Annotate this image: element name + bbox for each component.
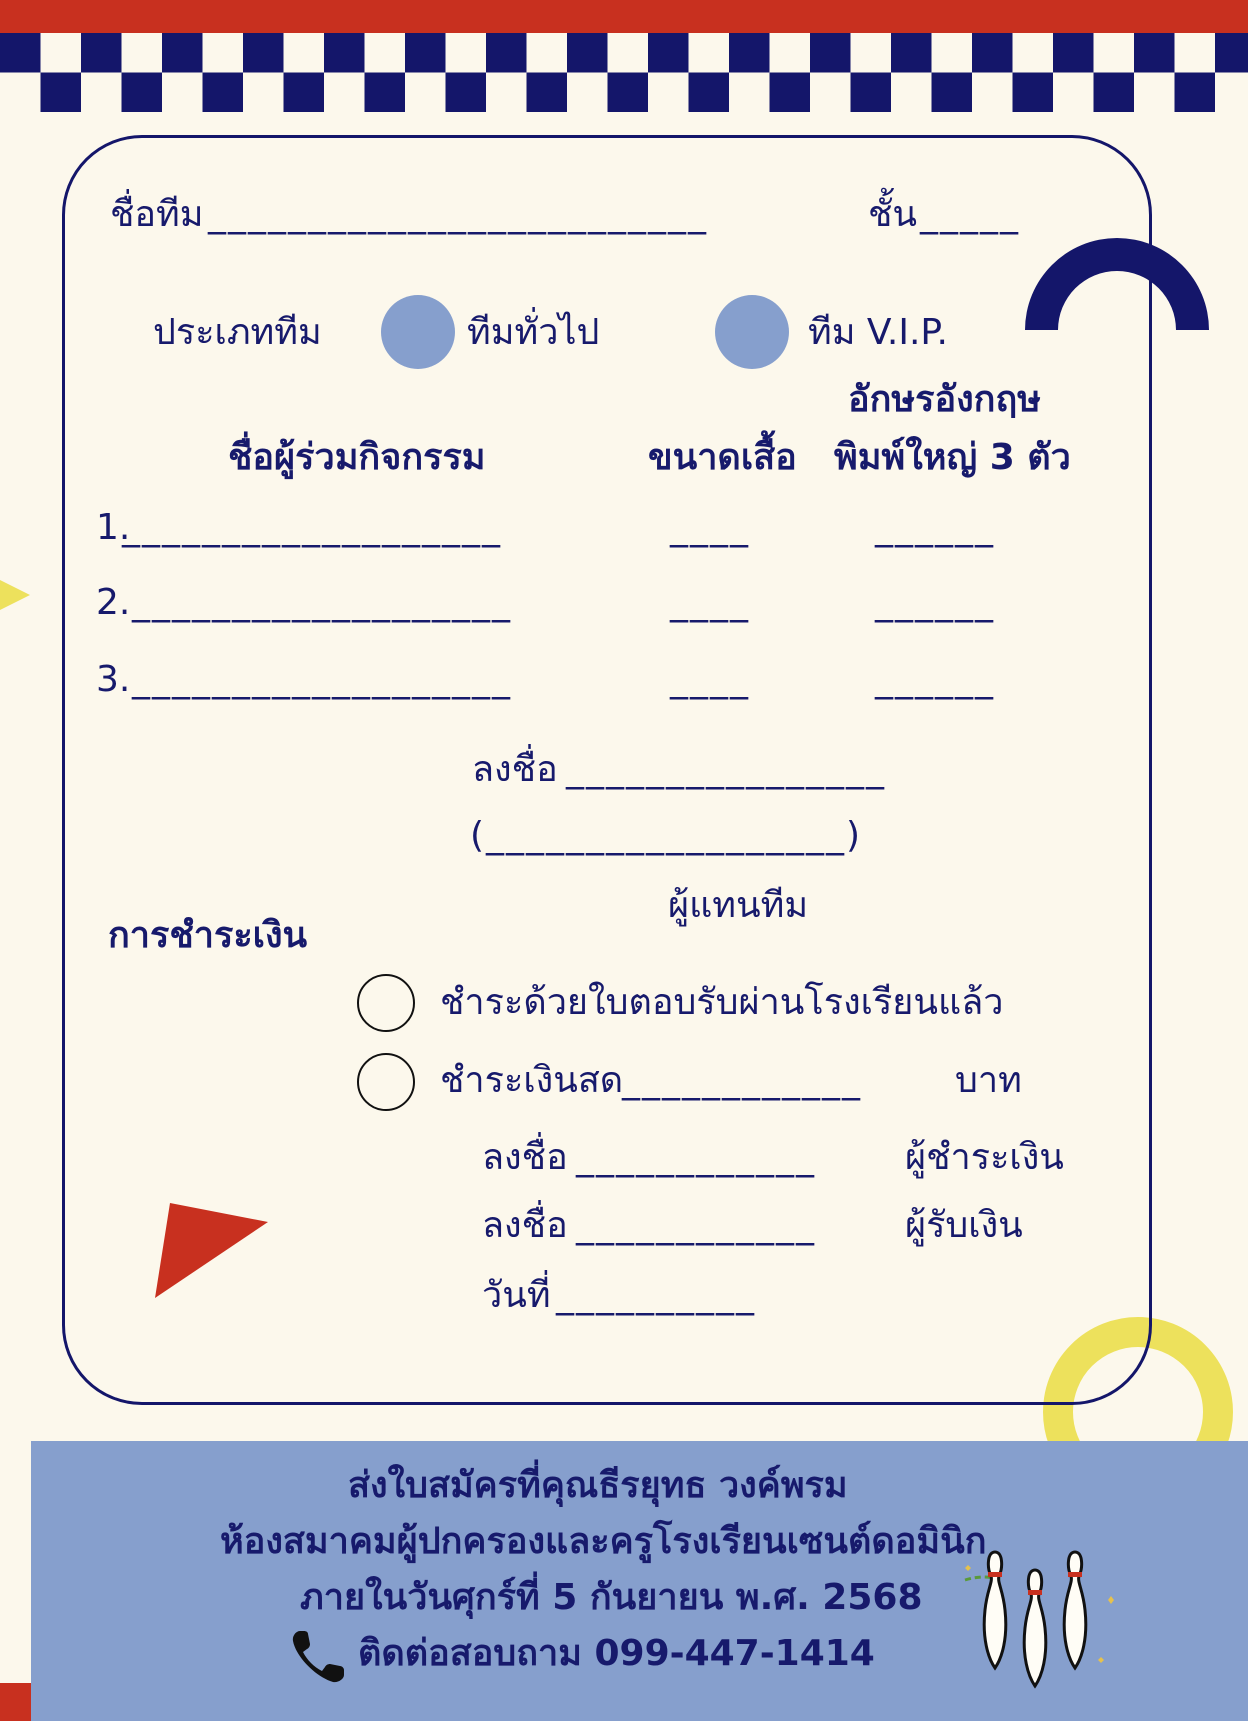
team-name-label: ชื่อทีม bbox=[110, 194, 204, 235]
grade-label: ชั้น bbox=[868, 194, 918, 235]
team-name-field[interactable]: _________________________ bbox=[208, 194, 708, 235]
row-number: 2. bbox=[96, 582, 131, 623]
yellow-triangle-shape bbox=[0, 580, 32, 620]
payer-signature-field[interactable]: ____________ bbox=[576, 1137, 816, 1178]
shirt-size-field[interactable]: ____ bbox=[670, 659, 750, 700]
team-type-label: ประเภททีม bbox=[153, 312, 322, 353]
team-type-general-label: ทีมทั่วไป bbox=[467, 312, 600, 353]
payment-voucher-radio[interactable] bbox=[357, 974, 415, 1032]
column-header-initials-line1: อักษรอังกฤษ bbox=[848, 379, 1042, 420]
payment-heading: การชำระเงิน bbox=[108, 915, 308, 956]
bowling-pins-icon bbox=[960, 1540, 1120, 1720]
payment-cash-label: ชำระเงินสด bbox=[440, 1060, 624, 1101]
footer-location: ห้องสมาคมผู้ปกครองและครูโรงเรียนเซนต์ดอมินิก bbox=[220, 1521, 987, 1562]
representative-print-name-field[interactable]: (__________________) bbox=[470, 815, 863, 856]
receiver-signature-field[interactable]: ____________ bbox=[576, 1205, 816, 1246]
initials-field[interactable]: ______ bbox=[875, 507, 995, 548]
payment-voucher-label: ชำระด้วยใบตอบรับผ่านโรงเรียนแล้ว bbox=[440, 982, 1004, 1023]
payer-role-label: ผู้ชำระเงิน bbox=[905, 1137, 1064, 1178]
phone-icon bbox=[290, 1627, 348, 1685]
receiver-role-label: ผู้รับเงิน bbox=[905, 1205, 1023, 1246]
participant-name-field[interactable]: ___________________ bbox=[132, 582, 512, 623]
signature-label: ลงชื่อ bbox=[472, 749, 558, 790]
footer-contact: ติดต่อสอบถาม 099-447-1414 bbox=[358, 1633, 875, 1674]
column-header-participant: ชื่อผู้ร่วมกิจกรรม bbox=[228, 437, 486, 478]
team-type-vip-label: ทีม V.I.P. bbox=[808, 312, 948, 353]
representative-label: ผู้แทนทีม bbox=[668, 885, 809, 926]
column-header-initials-line2: พิมพ์ใหญ่ 3 ตัว bbox=[834, 437, 1071, 478]
representative-signature-field[interactable]: ________________ bbox=[566, 749, 886, 790]
checkered-band bbox=[0, 33, 1248, 112]
bottom-red-strip bbox=[0, 1683, 31, 1721]
footer-submit-to: ส่งใบสมัครที่คุณธีรยุทธ วงค์พรม bbox=[348, 1465, 848, 1506]
top-red-bar bbox=[0, 0, 1248, 33]
cash-amount-field[interactable]: ____________ bbox=[622, 1060, 862, 1101]
grade-field[interactable]: _____ bbox=[920, 194, 1020, 235]
row-number: 1. bbox=[96, 507, 131, 548]
team-type-general-radio[interactable] bbox=[381, 295, 455, 369]
date-field[interactable]: __________ bbox=[556, 1275, 756, 1316]
initials-field[interactable]: ______ bbox=[875, 659, 995, 700]
row-number: 3. bbox=[96, 659, 131, 700]
initials-field[interactable]: ______ bbox=[875, 582, 995, 623]
participant-name-field[interactable]: ___________________ bbox=[122, 507, 502, 548]
date-label: วันที่ bbox=[482, 1275, 551, 1316]
team-type-vip-radio[interactable] bbox=[715, 295, 789, 369]
shirt-size-field[interactable]: ____ bbox=[670, 507, 750, 548]
receiver-sign-label: ลงชื่อ bbox=[482, 1205, 568, 1246]
payer-sign-label: ลงชื่อ bbox=[482, 1137, 568, 1178]
shirt-size-field[interactable]: ____ bbox=[670, 582, 750, 623]
footer-deadline: ภายในวันศุกร์ที่ 5 กันยายน พ.ศ. 2568 bbox=[300, 1577, 923, 1618]
cash-unit-label: บาท bbox=[955, 1060, 1022, 1101]
column-header-shirt-size: ขนาดเสื้อ bbox=[648, 437, 797, 478]
payment-cash-radio[interactable] bbox=[357, 1053, 415, 1111]
participant-name-field[interactable]: ___________________ bbox=[132, 659, 512, 700]
